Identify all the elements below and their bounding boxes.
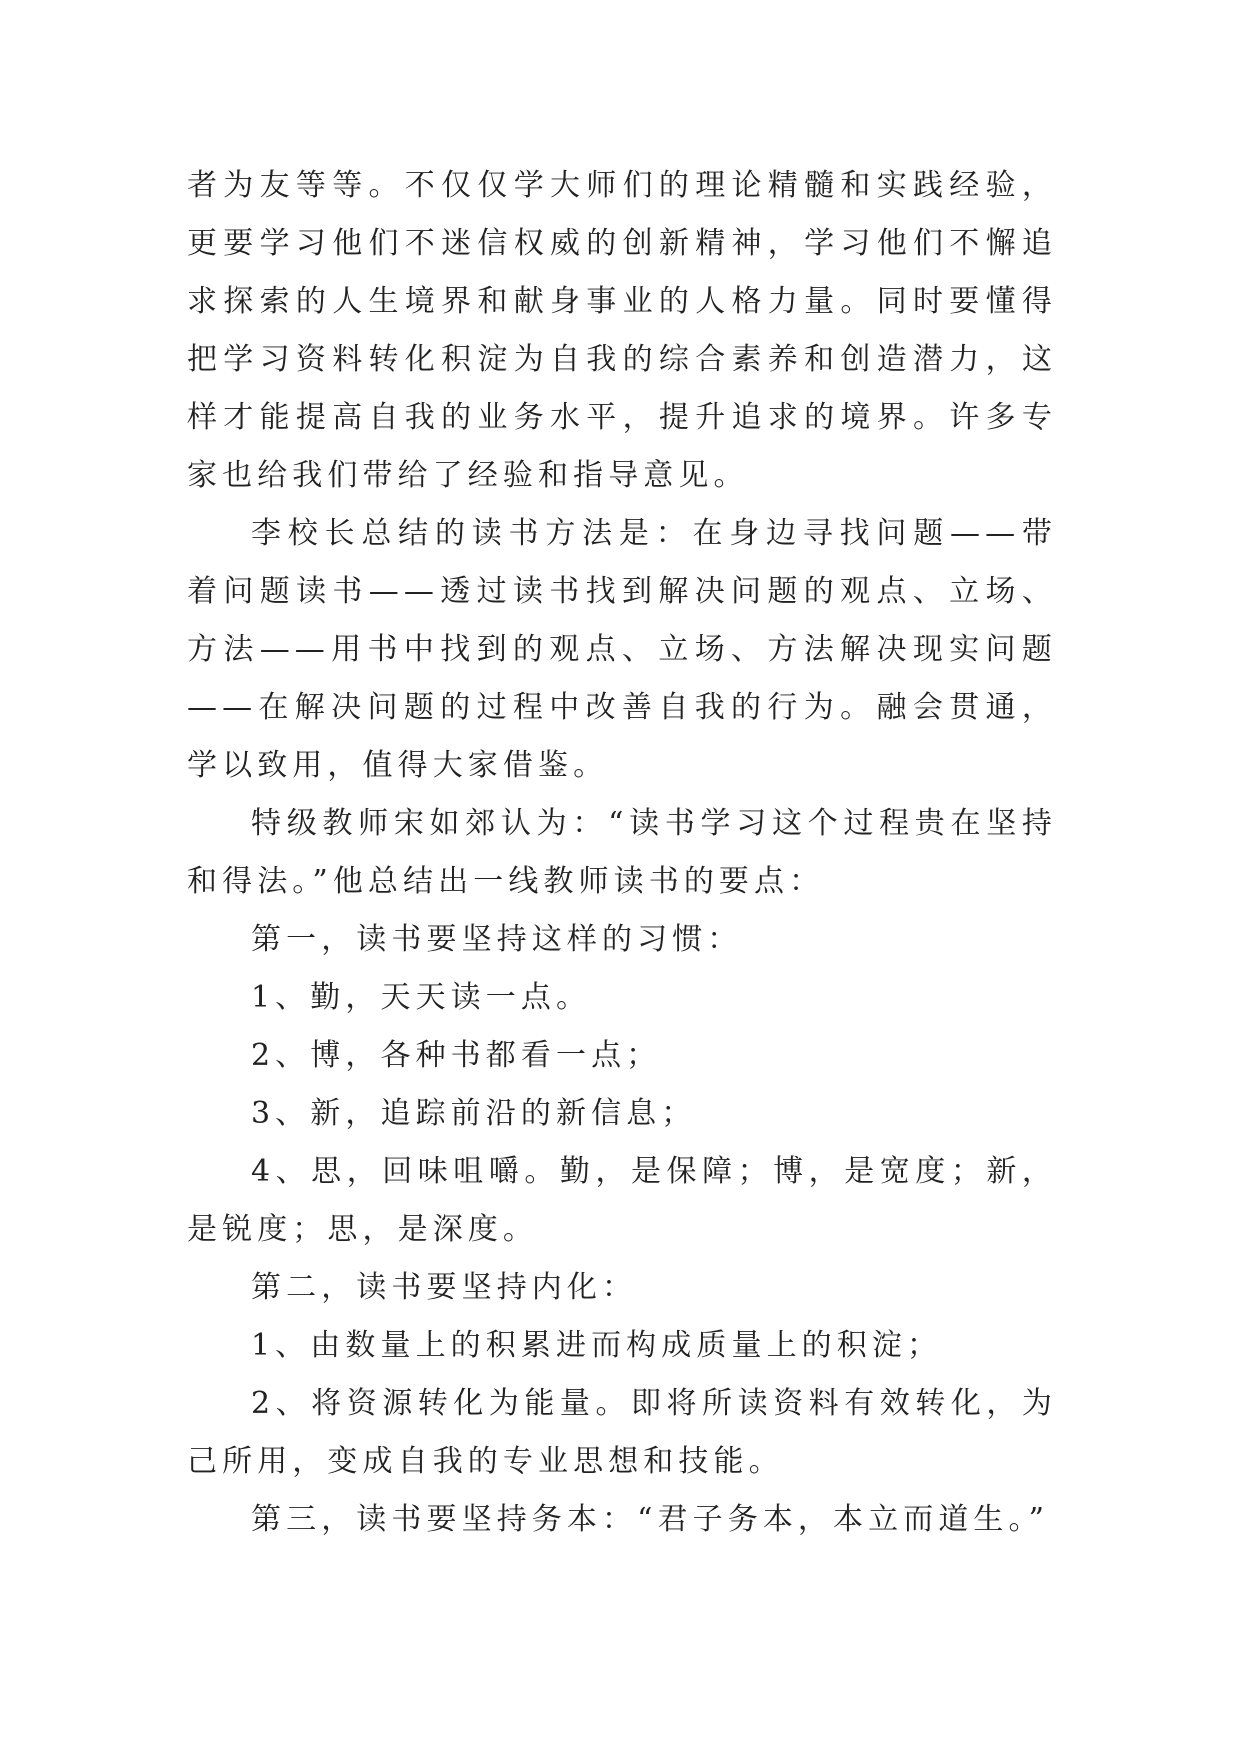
paragraph-11: 2、将资源转化为能量。即将所读资料有效转化，为己所用，变成自我的专业思想和技能。 bbox=[187, 1386, 1057, 1479]
paragraph-1: 者为友等等。不仅仅学大师们的理论精髓和实践经验，更要学习他们不迷信权威的创新精神，学习他们不懈追求探索的人生境界和献身事业的人格力量。同时要懂得把学习资料转化积淀为自我的综合素养和创造潜力，这样才能提高自我的业务水平，提升追求的境界。许多专家也给我们带给了经验和指导意见。 bbox=[187, 168, 1057, 493]
paragraph-4: 第一，读书要坚持这样的习惯： bbox=[251, 922, 743, 957]
paragraph-9: 第二，读书要坚持内化： bbox=[251, 1270, 638, 1305]
document-body bbox=[187, 157, 1057, 1549]
paragraph-2: 李校长总结的读书方法是：在身边寻找问题——带着问题读书——透过读书找到解决问题的观点、立场、方法——用书中找到的观点、立场、方法解决现实问题——在解决问题的过程中改善自我的行为。融会贯通，学以致用，值得大家借鉴。 bbox=[187, 516, 1057, 783]
paragraph-7: 3、新，追踪前沿的新信息； bbox=[251, 1096, 697, 1131]
paragraph-5: 1、勤，天天读一点。 bbox=[251, 980, 592, 1015]
paragraph-10: 1、由数量上的积累进而构成质量上的积淀； bbox=[251, 1328, 943, 1363]
paragraph-12: 第三，读书要坚持务本：“君子务本，本立而道生。” bbox=[251, 1502, 1050, 1537]
paragraph-6: 2、博，各种书都看一点； bbox=[251, 1038, 662, 1073]
paragraph-8: 4、思，回味咀嚼。勤，是保障；博，是宽度；新，是锐度；思，是深度。 bbox=[187, 1154, 1057, 1247]
paragraph-3: 特级教师宋如郊认为：“读书学习这个过程贵在坚持和得法。”他总结出一线教师读书的要点： bbox=[187, 806, 1057, 899]
